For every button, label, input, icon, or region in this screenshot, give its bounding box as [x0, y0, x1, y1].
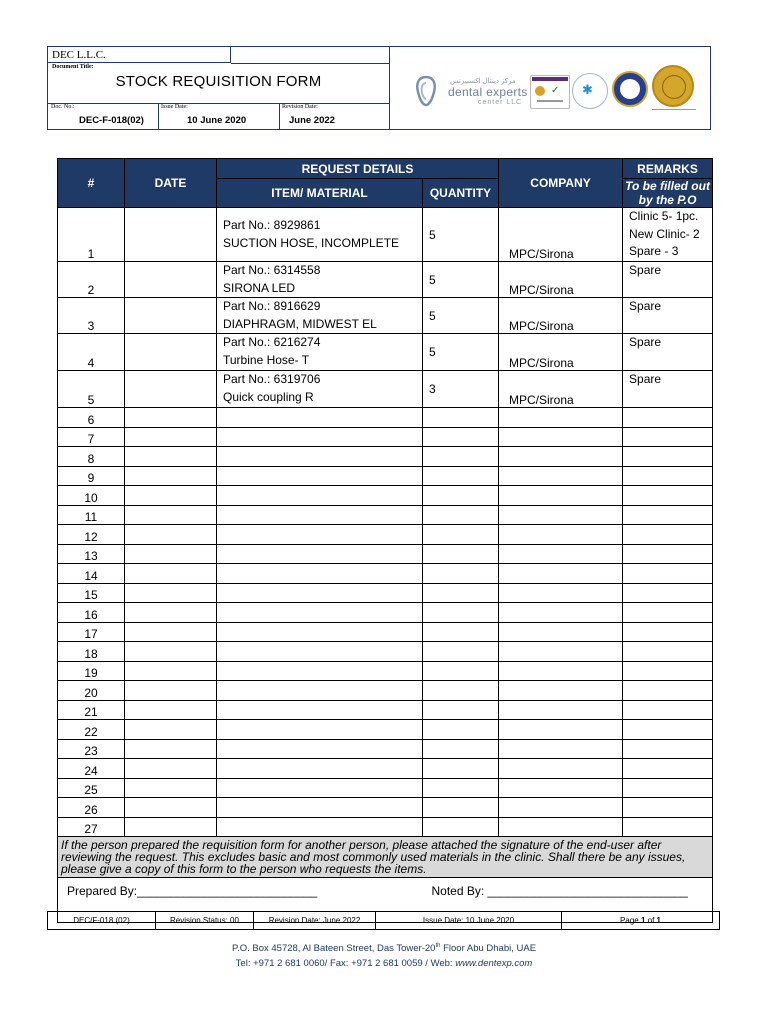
item-cell [217, 298, 423, 334]
prepared-by-field[interactable]: Prepared By:___________________________ [58, 878, 423, 923]
row-number: 4 [58, 334, 125, 371]
date-cell[interactable] [125, 661, 217, 681]
remarks-note: To be filled out by the P.O [623, 179, 713, 208]
quantity-cell[interactable] [423, 720, 499, 740]
remarks-cell: Spare [623, 298, 713, 334]
logos-area [390, 47, 710, 129]
row-number: 5 [58, 371, 125, 408]
document-title: STOCK REQUISITION FORM [115, 73, 322, 90]
row-number: 9 [58, 466, 125, 486]
item-cell[interactable] [217, 759, 423, 779]
row-number: 1 [58, 208, 125, 262]
part-number: Part No.: 6216274 [223, 335, 321, 349]
item-cell[interactable] [217, 661, 423, 681]
contact-line [0, 958, 768, 969]
row-number: 17 [58, 622, 125, 642]
remarks-cell[interactable] [623, 447, 713, 467]
date-cell[interactable] [125, 466, 217, 486]
item-cell[interactable] [217, 544, 423, 564]
date-cell[interactable] [125, 408, 217, 428]
revision-date-label: Revision Date: [282, 104, 318, 110]
date-cell[interactable] [125, 447, 217, 467]
remarks-cell[interactable] [623, 525, 713, 545]
footer-doc-no: DEC/F-018 (02) [48, 912, 156, 930]
page-prefix: Page [620, 916, 641, 925]
company-cell[interactable] [499, 583, 623, 603]
quantity-cell[interactable] [423, 505, 499, 525]
row-number: 22 [58, 720, 125, 740]
remarks-cell[interactable] [623, 700, 713, 720]
date-cell[interactable] [125, 505, 217, 525]
company-cell[interactable] [499, 661, 623, 681]
remarks-cell: Spare [623, 334, 713, 371]
date-cell[interactable] [125, 622, 217, 642]
item-cell[interactable] [217, 583, 423, 603]
item-cell[interactable] [217, 622, 423, 642]
table-row [58, 371, 713, 408]
col-header-quantity: QUANTITY [423, 179, 499, 208]
col-header-company: COMPANY [499, 159, 623, 208]
row-number: 25 [58, 778, 125, 798]
quantity-cell[interactable] [423, 798, 499, 818]
company-blank-cell [231, 47, 389, 64]
table-row [58, 447, 713, 467]
date-cell[interactable] [125, 583, 217, 603]
date-cell [125, 371, 217, 408]
header-info-block [48, 47, 390, 129]
company-cell[interactable] [499, 681, 623, 701]
quantity-cell: 5 [423, 298, 499, 334]
table-row [58, 622, 713, 642]
row-number: 16 [58, 603, 125, 623]
table-row [58, 486, 713, 506]
item-name: Turbine Hose- T [223, 352, 310, 367]
address-text-end: Floor Abu Dhabi, UAE [440, 943, 537, 955]
date-cell[interactable] [125, 427, 217, 447]
date-cell [125, 262, 217, 298]
company-cell[interactable] [499, 622, 623, 642]
remarks-cell: Spare [623, 262, 713, 298]
remarks-cell[interactable] [623, 466, 713, 486]
col-header-remarks: REMARKS [623, 159, 713, 179]
item-cell[interactable] [217, 603, 423, 623]
quantity-cell: 5 [423, 208, 499, 262]
row-number: 23 [58, 739, 125, 759]
table-row [58, 564, 713, 584]
item-name: SUCTION HOSE, INCOMPLETE [223, 235, 400, 250]
quantity-cell[interactable] [423, 778, 499, 798]
company-cell[interactable] [499, 466, 623, 486]
doc-no-label: Doc. No.: [51, 104, 75, 110]
table-row [58, 681, 713, 701]
item-cell[interactable] [217, 505, 423, 525]
table-row [58, 700, 713, 720]
remarks-cell[interactable] [623, 778, 713, 798]
logo-name-text: dental experts [448, 85, 528, 99]
table-row [58, 466, 713, 486]
item-cell [217, 371, 423, 408]
company-cell[interactable] [499, 408, 623, 428]
company-cell[interactable] [499, 739, 623, 759]
row-number: 2 [58, 262, 125, 298]
quantity-cell[interactable] [423, 466, 499, 486]
date-cell[interactable] [125, 525, 217, 545]
item-cell[interactable] [217, 817, 423, 837]
certification-logo: ✓ [530, 75, 570, 109]
remarks-cell[interactable] [623, 583, 713, 603]
table-row [58, 720, 713, 740]
row-number: 10 [58, 486, 125, 506]
date-cell[interactable] [125, 603, 217, 623]
tooth-logo-icon [414, 75, 438, 107]
website-link[interactable]: www.dentexp.com [455, 958, 533, 969]
note-row [58, 837, 713, 878]
company-cell[interactable] [499, 505, 623, 525]
requisition-table [57, 158, 713, 923]
remarks-line: Clinic 5- 1pc. [629, 209, 699, 223]
table-row [58, 583, 713, 603]
row-number: 20 [58, 681, 125, 701]
row-number: 13 [58, 544, 125, 564]
quality-seal-icon [612, 71, 648, 107]
row-number: 15 [58, 583, 125, 603]
issue-date-value: 10 June 2020 [187, 115, 247, 126]
part-number: Part No.: 8929861 [223, 218, 321, 232]
document-header [47, 46, 711, 130]
remarks-cell[interactable] [623, 642, 713, 662]
company-cell[interactable] [499, 564, 623, 584]
logo-arabic-text: مركز دينتال اكسبيرتس [450, 78, 516, 85]
table-row [58, 298, 713, 334]
company-cell[interactable] [499, 447, 623, 467]
col-header-request-details: REQUEST DETAILS [217, 159, 499, 179]
table-row [58, 778, 713, 798]
item-cell[interactable] [217, 447, 423, 467]
table-row [58, 817, 713, 837]
footer-revision-date: Revision Date: June 2022 [254, 912, 376, 930]
remarks-cell[interactable] [623, 681, 713, 701]
logo-sub-text: center LLC [478, 99, 523, 106]
table-row [58, 603, 713, 623]
remarks-cell[interactable] [623, 408, 713, 428]
footer-issue-date: Issue Date: 10 June 2020 [376, 912, 562, 930]
remarks-cell[interactable] [623, 603, 713, 623]
issue-date-label: Issue Date: [161, 104, 188, 110]
company-cell[interactable] [499, 778, 623, 798]
part-number: Part No.: 6314558 [223, 263, 321, 277]
quantity-cell[interactable] [423, 817, 499, 837]
item-cell[interactable] [217, 408, 423, 428]
remarks-cell[interactable] [623, 427, 713, 447]
remarks-line: New Clinic- 2 [629, 226, 700, 241]
date-cell [125, 208, 217, 262]
item-cell [217, 208, 423, 262]
address-text: P.O. Box 45728, Al Bateen Street, Das Tower-20 [231, 943, 436, 955]
item-cell[interactable] [217, 486, 423, 506]
table-row [58, 798, 713, 818]
quantity-cell[interactable] [423, 564, 499, 584]
quantity-cell[interactable] [423, 525, 499, 545]
company-cell[interactable] [499, 720, 623, 740]
table-row [58, 408, 713, 428]
company-cell[interactable] [499, 603, 623, 623]
remarks-cell[interactable] [623, 720, 713, 740]
company-cell: MPC/Sirona [499, 334, 623, 371]
date-cell[interactable] [125, 739, 217, 759]
table-row [58, 208, 713, 262]
company-cell: MPC/Sirona [499, 371, 623, 408]
quantity-cell[interactable] [423, 447, 499, 467]
quantity-cell[interactable] [423, 642, 499, 662]
instruction-note: If the person prepared the requisition form for another person, please attached the signature of the end-user after reviewing the request. This excludes basic and most commonly used materials in the clinic. Shall there be any issues, please give a copy of this form to the person who requests the items. [58, 837, 713, 878]
item-cell[interactable] [217, 642, 423, 662]
table-row [58, 544, 713, 564]
date-cell[interactable] [125, 700, 217, 720]
quantity-cell[interactable] [423, 622, 499, 642]
date-cell[interactable] [125, 681, 217, 701]
table-row [58, 739, 713, 759]
quantity-cell[interactable] [423, 408, 499, 428]
row-number: 27 [58, 817, 125, 837]
doc-no-cell [48, 104, 159, 129]
remarks-cell[interactable] [623, 564, 713, 584]
row-number: 3 [58, 298, 125, 334]
quantity-cell[interactable] [423, 759, 499, 779]
footer-revision-status: Revision Status: 00 [156, 912, 254, 930]
quantity-cell[interactable] [423, 583, 499, 603]
company-cell[interactable] [499, 525, 623, 545]
quantity-cell[interactable] [423, 681, 499, 701]
company-cell[interactable] [499, 700, 623, 720]
company-cell[interactable] [499, 427, 623, 447]
remarks-cell[interactable] [623, 544, 713, 564]
row-number: 14 [58, 564, 125, 584]
doc-no-value: DEC-F-018(02) [79, 115, 144, 126]
row-number: 8 [58, 447, 125, 467]
company-cell: MPC/Sirona [499, 298, 623, 334]
table-row [58, 759, 713, 779]
company-cell[interactable] [499, 544, 623, 564]
seal-caption [652, 109, 696, 114]
item-cell[interactable] [217, 739, 423, 759]
row-number: 24 [58, 759, 125, 779]
company-cell[interactable] [499, 486, 623, 506]
remarks-cell[interactable] [623, 622, 713, 642]
item-cell[interactable] [217, 525, 423, 545]
row-number: 19 [58, 661, 125, 681]
contact-text: Tel: +971 2 681 0060/ Fax: +971 2 681 0059 / Web: [235, 958, 456, 969]
item-cell [217, 262, 423, 298]
remarks-cell[interactable] [623, 759, 713, 779]
remarks-cell[interactable] [623, 739, 713, 759]
quantity-cell[interactable] [423, 700, 499, 720]
item-cell[interactable] [217, 564, 423, 584]
item-cell[interactable] [217, 778, 423, 798]
remarks-cell[interactable] [623, 505, 713, 525]
col-header-item: ITEM/ MATERIAL [217, 179, 423, 208]
table-row [58, 525, 713, 545]
item-name: DIAPHRAGM, MIDWEST EL [223, 316, 377, 331]
quantity-cell: 3 [423, 371, 499, 408]
item-name: Quick coupling R [223, 389, 314, 404]
remarks-cell[interactable] [623, 798, 713, 818]
quantity-cell[interactable] [423, 486, 499, 506]
table-row [58, 427, 713, 447]
remarks-cell[interactable] [623, 486, 713, 506]
empty-rows [58, 408, 713, 837]
row-number: 21 [58, 700, 125, 720]
table-row [58, 505, 713, 525]
date-cell [125, 298, 217, 334]
address-line [0, 943, 768, 954]
remarks-cell[interactable] [623, 661, 713, 681]
date-cell[interactable] [125, 778, 217, 798]
date-cell [125, 334, 217, 371]
quantity-cell[interactable] [423, 661, 499, 681]
date-cell[interactable] [125, 564, 217, 584]
item-cell[interactable] [217, 681, 423, 701]
table-row [58, 334, 713, 371]
row-number: 6 [58, 408, 125, 428]
page-number: 1 [640, 916, 646, 925]
remarks-line: Spare - 3 [629, 244, 679, 258]
company-cell[interactable] [499, 798, 623, 818]
row-number: 11 [58, 505, 125, 525]
quantity-cell[interactable] [423, 603, 499, 623]
item-name: SIRONA LED [223, 280, 296, 295]
date-cell[interactable] [125, 486, 217, 506]
company-cell: MPC/Sirona [499, 262, 623, 298]
item-cell[interactable] [217, 720, 423, 740]
accreditation-badge-icon: ✱ [572, 73, 608, 109]
part-number: Part No.: 8916629 [223, 299, 321, 313]
quantity-cell: 5 [423, 334, 499, 371]
quantity-cell: 5 [423, 262, 499, 298]
date-cell[interactable] [125, 720, 217, 740]
remarks-cell[interactable] [623, 817, 713, 837]
row-number: 26 [58, 798, 125, 818]
part-number: Part No.: 6319706 [223, 372, 321, 386]
item-cell [217, 334, 423, 371]
company-cell[interactable] [499, 759, 623, 779]
document-title-label: Document Title: [52, 64, 94, 70]
row-number: 18 [58, 642, 125, 662]
document-footer [47, 911, 720, 930]
page-total: 1 [656, 916, 661, 925]
date-cell[interactable] [125, 759, 217, 779]
table-row [58, 262, 713, 298]
row-number: 7 [58, 427, 125, 447]
quantity-cell[interactable] [423, 544, 499, 564]
item-cell[interactable] [217, 700, 423, 720]
item-cell[interactable] [217, 798, 423, 818]
page-of: of [645, 916, 657, 925]
remarks-cell [623, 208, 713, 262]
quantity-cell[interactable] [423, 427, 499, 447]
item-cell[interactable] [217, 466, 423, 486]
quantity-cell[interactable] [423, 739, 499, 759]
noted-by-field[interactable]: Noted By: ______________________________ [423, 878, 713, 923]
gold-seal-icon [652, 65, 694, 107]
company-cell: MPC/Sirona [499, 208, 623, 262]
date-cell[interactable] [125, 817, 217, 837]
revision-date-value: June 2022 [289, 115, 335, 126]
col-header-date: DATE [125, 159, 217, 208]
table-row [58, 642, 713, 662]
issue-date-cell [158, 104, 280, 129]
footer-page [562, 912, 720, 930]
table-row [58, 661, 713, 681]
address-sup: th [435, 943, 441, 949]
remarks-cell: Spare [623, 371, 713, 408]
revision-date-cell [279, 104, 389, 129]
date-cell[interactable] [125, 798, 217, 818]
col-header-num: # [58, 159, 125, 208]
company-cell[interactable] [499, 642, 623, 662]
date-cell[interactable] [125, 642, 217, 662]
row-number: 12 [58, 525, 125, 545]
item-cell[interactable] [217, 427, 423, 447]
company-cell[interactable] [499, 817, 623, 837]
date-cell[interactable] [125, 544, 217, 564]
company-name: DEC L.L.C. [48, 47, 231, 63]
